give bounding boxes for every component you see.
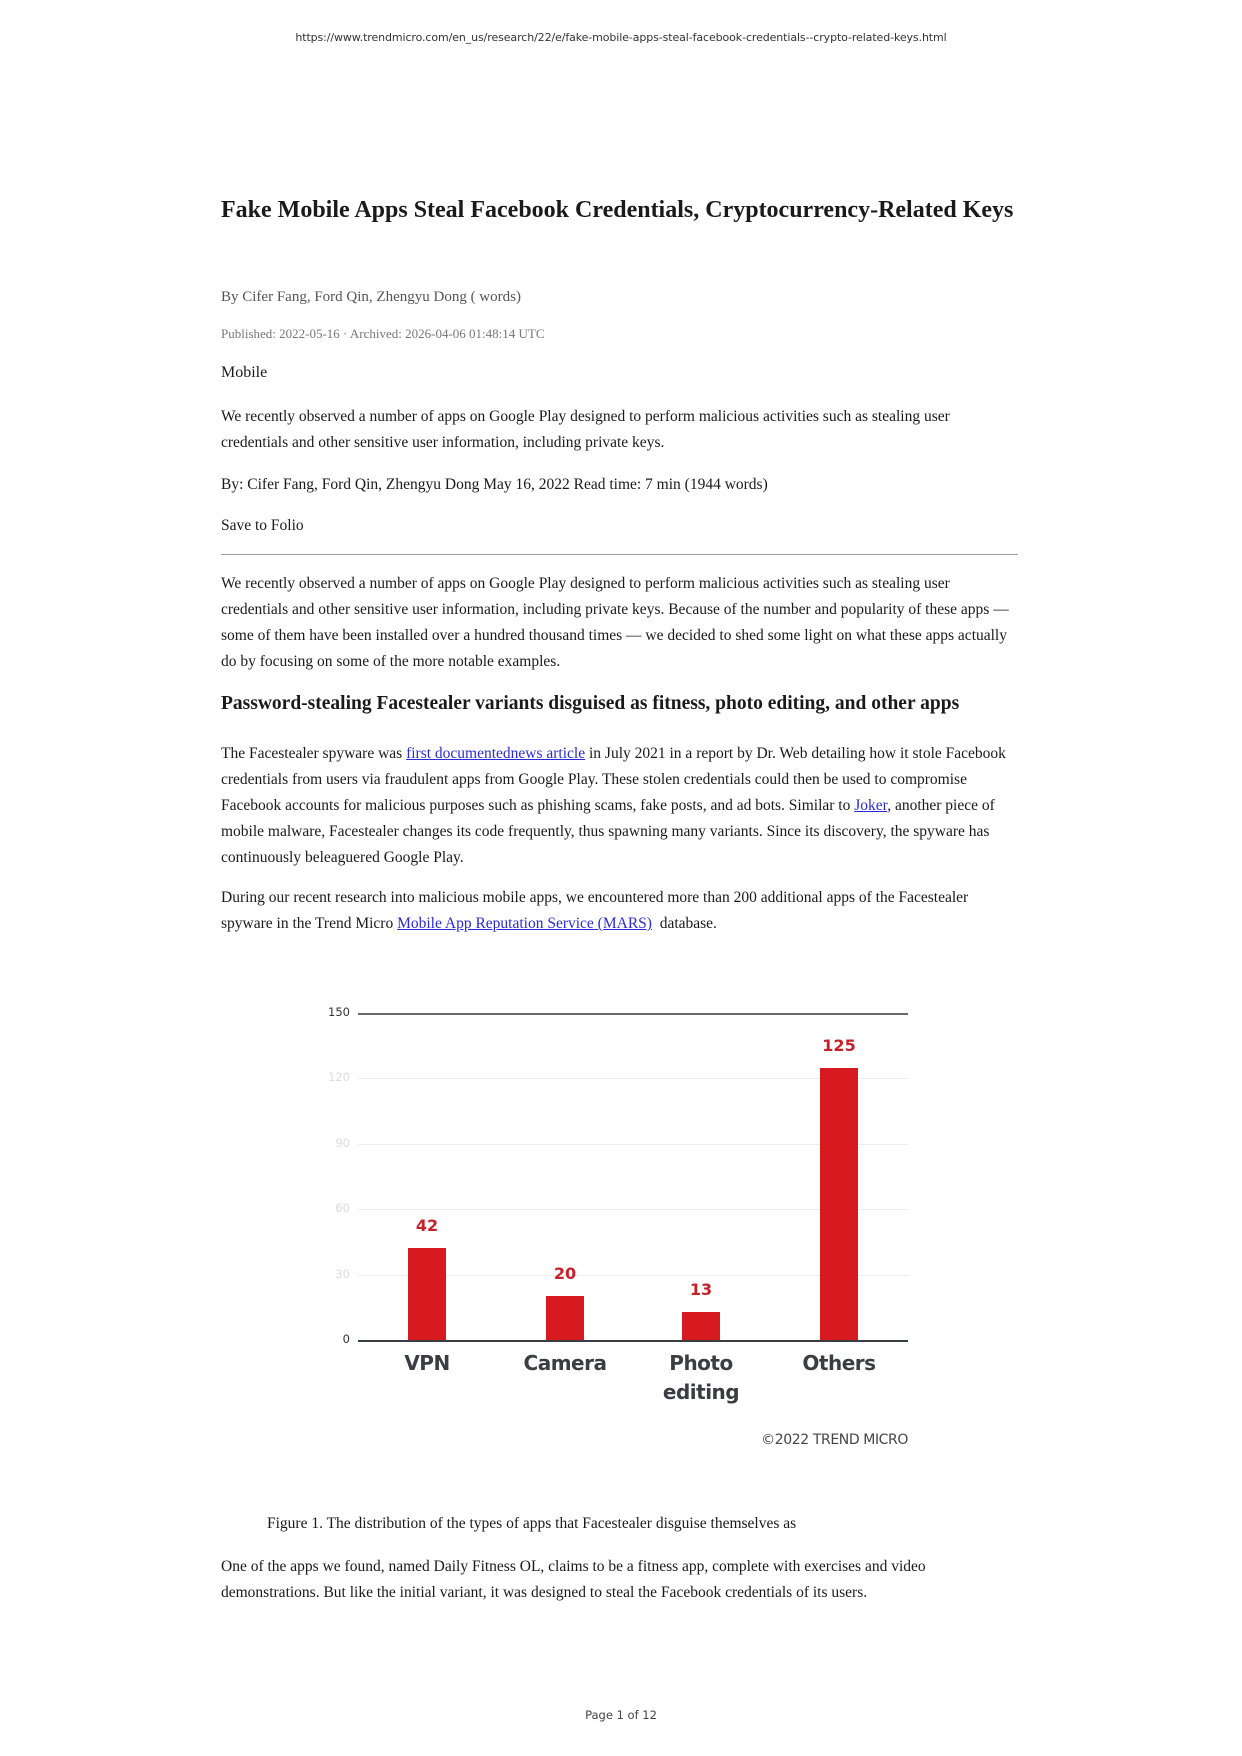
- facestealer-paragraph: [221, 741, 1019, 871]
- bar-value-label: 13: [689, 1279, 713, 1299]
- y-tick-label: 120: [328, 1070, 350, 1085]
- publish-archive-date: Published: 2022-05-16 · Archived: 2026-04-06 01:48:14 UTC: [221, 326, 545, 341]
- page-number: Page 1 of 12: [585, 1708, 657, 1722]
- y-tick-label: 90: [335, 1135, 350, 1150]
- save-to-folio-link[interactable]: Save to Folio: [221, 517, 304, 534]
- app-type-bar-chart: [310, 1000, 930, 1470]
- mars-link[interactable]: Mobile App Reputation Service (MARS): [397, 915, 652, 932]
- text-segment: in July 2021 in a report by Dr. Web detailing how it stole Facebook credentials from users via fraudulent apps from Google Play. These stolen credentials could then be used to compromise Facebook accounts for malicious purposes such as phishing scams, fake posts, and ad bots. Similar to: [221, 745, 1006, 814]
- divider: [221, 554, 1018, 555]
- text-segment: During our recent research into malicious mobile apps, we encountered more than 200 additional apps of the Facestealer spyware in the Trend Micro: [221, 889, 969, 932]
- joker-link[interactable]: Joker: [854, 797, 888, 814]
- bar-photo-editing: [682, 1312, 720, 1340]
- article-summary: We recently observed a number of apps on Google Play designed to perform malicious activities such as stealing user credentials and other sensitive user information, including private keys.: [221, 408, 950, 451]
- y-tick-label: 60: [335, 1201, 350, 1216]
- chart-copyright: ©2022 TREND MICRO: [761, 1432, 908, 1448]
- article-meta-line: By: Cifer Fang, Ford Qin, Zhengyu Dong May 16, 2022 Read time: 7 min (1944 words): [221, 476, 768, 493]
- article-category: Mobile: [221, 364, 268, 381]
- figure-caption: Figure 1. The distribution of the types of apps that Facestealer disguise themselves as: [267, 1515, 797, 1532]
- bar-value-label: 125: [822, 1035, 856, 1055]
- bar-vpn: [408, 1248, 446, 1340]
- bar-camera: [546, 1296, 584, 1340]
- y-tick-label: 30: [335, 1266, 350, 1281]
- page-url-header: https://www.trendmicro.com/en_us/research/22/e/fake-mobile-apps-steal-facebook-credentials--crypto-related-keys.html: [295, 31, 947, 44]
- first-documented-link[interactable]: first documentednews article: [406, 745, 586, 762]
- daily-fitness-paragraph: One of the apps we found, named Daily Fitness OL, claims to be a fitness app, complete with exercises and video demonstrations. But like the initial variant, it was designed to steal the Facebook credentials of its users.: [221, 1558, 926, 1601]
- article-title: Fake Mobile Apps Steal Facebook Credentials, Cryptocurrency-Related Keys: [221, 197, 1014, 223]
- gridline-150: [358, 1013, 908, 1015]
- bar-others: [820, 1068, 858, 1341]
- x-category-label: Others: [802, 1351, 876, 1375]
- text-segment: The Facestealer spyware was: [221, 745, 407, 762]
- x-category-label: Camera: [523, 1351, 607, 1375]
- article-byline: By Cifer Fang, Ford Qin, Zhengyu Dong ( words): [221, 289, 521, 305]
- y-tick-label: 150: [328, 1005, 350, 1019]
- x-category-label: Photo editing: [662, 1351, 740, 1404]
- text-segment: , another piece of mobile malware, Facestealer changes its code frequently, thus spawning many variants. Since its discovery, the spyware has continuously beleaguered Google Play.: [221, 797, 995, 866]
- y-tick-label: 0: [342, 1332, 350, 1346]
- section-heading: Password-stealing Facestealer variants disguised as fitness, photo editing, and other apps: [221, 693, 960, 714]
- bar-value-label: 42: [415, 1216, 439, 1236]
- x-category-label: VPN: [404, 1351, 450, 1375]
- gridline-0: [358, 1340, 908, 1342]
- bar-value-label: 20: [553, 1264, 577, 1284]
- text-segment: database.: [651, 915, 717, 932]
- intro-paragraph: We recently observed a number of apps on Google Play designed to perform malicious activities such as stealing user credentials and other sensitive user information, including private keys. Because of the number and popularity of these apps — some of them have been installed over a hundred thousand times — we decided to shed some light on what these apps actually do by focusing on some of the more notable examples.: [221, 575, 1009, 670]
- mars-paragraph: [221, 885, 1019, 937]
